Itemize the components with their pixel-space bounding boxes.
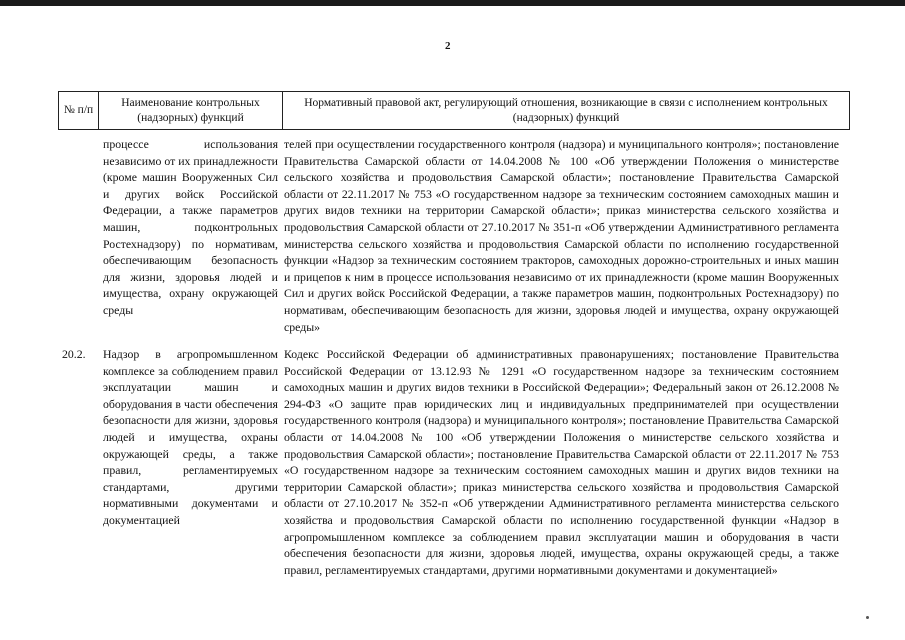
function-name-cell: Надзор в агропромышленном комплексе за соблюдением правил эксплуатации машин и оборудования в части обеспечения безопасности для жизни, здоровья людей и имущества, охраны окружающей среды, а также правил, регламентируемых стандартами, другими нормативными документами и документацией bbox=[103, 347, 278, 527]
function-name-cell: процессе использования независимо от их принадлежности (кроме машин Вооруженных Сил и других войск Российской Федерации, а также параметров машин, подконтрольных Ростехнадзору) по нормативам, обеспечивающим безопасность для жизни, здоровья людей и имущества, охрану окружающей среды bbox=[103, 137, 278, 317]
page-number: 2 bbox=[445, 40, 451, 52]
header-legal-acts-column: Нормативный правовой акт, регулирующий отношения, возникающие в связи с исполнением контрольных (надзорных) функций bbox=[304, 96, 828, 124]
header-num-column: № п/п bbox=[59, 92, 99, 129]
row-number: 20.2. bbox=[62, 347, 86, 361]
legal-acts-cell: телей при осуществлении государственного контроля (надзора) и муниципального контроля»; постановление Правительства Самарской области от 14.04.2008 № 100 «Об утверждении Положения о министерстве сельского хозяйства и продовольствия Самарской области»; постановление Правительства Самарской области от 22.11.2017 № 753 «О государственном надзоре за техническим состоянием самоходных машин и других видов техники на территории Самарской области»; приказ министерства сельского хозяйства и продовольствия Самарской области от 27.10.2017 № 351-п «Об утверждении Административного регламента министерства сельского хозяйства и продовольствия Самарской области по исполнению государственной функции «Надзор за техническим состоянием тракторов, самоходных дорожно-строительных и иных машин и прицепов к ним в процессе использования независимо от их принадлежности (кроме машин Вооруженных Сил и других войск Российской Федерации, а также параметров машин, подконтрольных Ростехнадзору) по нормативам, обеспечивающим безопасность для жизни, здоровья людей и имущества, охрану окружающей среды» bbox=[284, 137, 839, 334]
header-function-name-column: Наименование контрольных (надзорных) функций bbox=[99, 92, 283, 129]
scan-top-border bbox=[0, 0, 905, 6]
legal-acts-cell: Кодекс Российской Федерации об административных правонарушениях; постановление Правительства Российской Федерации от 13.12.93 № 1291 «О государственном надзоре за техническим состоянием самоходных машин и других видов техники в Российской Федерации»; Федеральный закон от 26.12.2008 № 294-ФЗ «О защите прав юридических лиц и индивидуальных предпринимателей при осуществлении государственного контроля (надзора) и муниципального контроля»; постановление Правительства Самарской области от 14.04.2008 № 100 «Об утверждении Положения о министерстве сельского хозяйства и продовольствия Самарской области»; постановление Правительства Самарской области от 22.11.2017 № 753 «О государственном надзоре за техническим состоянием самоходных машин и других видов техники на территории Самарской области»; приказ министерства сельского хозяйства и продовольствия Самарской области от 27.10.2017 № 352-п «Об утверждении Административного регламента министерства сельского хозяйства и продовольствия Самарской области по исполнению государственной функции «Надзор в агропромышленном комплексе за соблюдением правил эксплуатации машин и оборудования в части обеспечения безопасности для жизни, здоровья людей, имущества, охраны окружающей среды, а также правил, регламентируемых стандартами, другими нормативными документами и документацией» bbox=[284, 347, 839, 577]
scan-speck bbox=[866, 616, 869, 619]
table-header-row bbox=[58, 91, 850, 130]
